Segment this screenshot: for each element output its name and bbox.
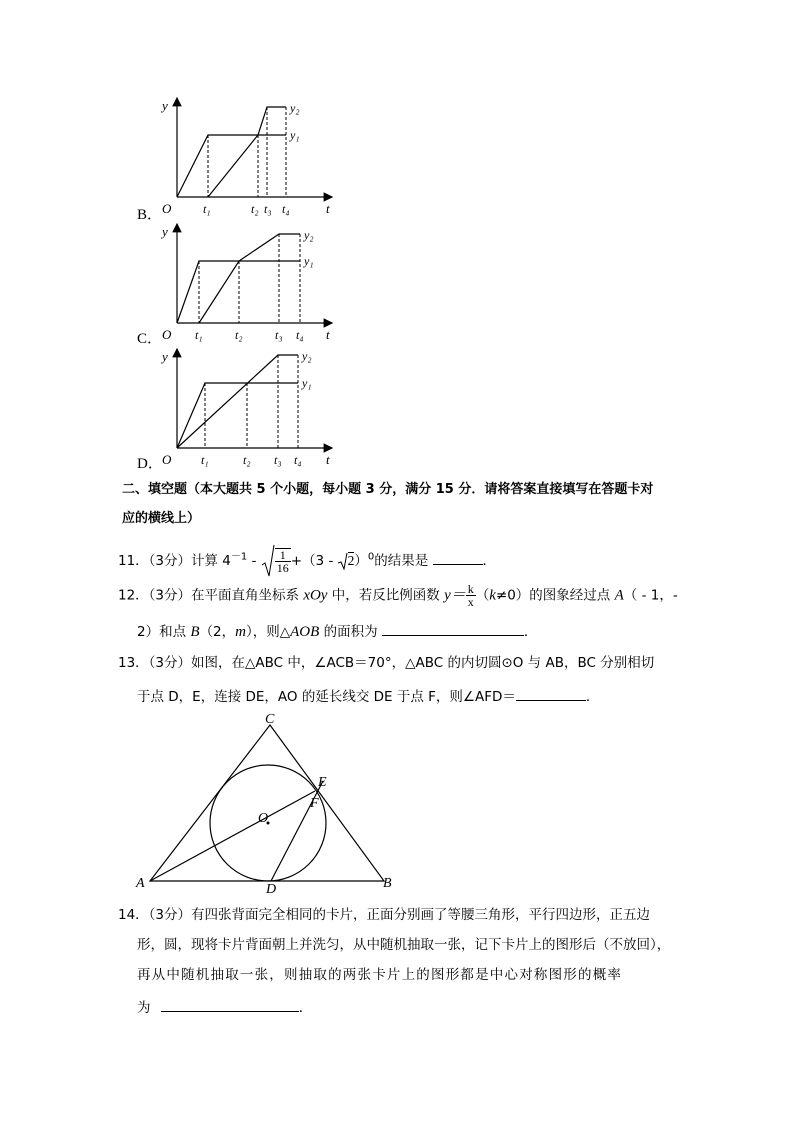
triangle-incircle-figure xyxy=(130,705,410,895)
tick-t3: t₃ xyxy=(275,328,283,342)
question-14-line4: 为 ． xyxy=(137,997,312,1018)
label-c: C xyxy=(265,712,275,727)
tick-t4: t₄ xyxy=(294,453,302,467)
origin-label: O xyxy=(162,327,172,342)
tick-t1: t₁ xyxy=(201,453,209,467)
series-label-y1: y₁ xyxy=(304,254,314,268)
label-o: O xyxy=(258,811,269,826)
option-d-graph xyxy=(150,343,350,473)
tick-t2: t₂ xyxy=(243,453,251,467)
x-axis-label: t xyxy=(326,327,330,342)
answer-blank-13[interactable] xyxy=(516,686,586,701)
x-axis-label: t xyxy=(326,201,330,216)
option-c-graph xyxy=(150,218,350,348)
label-d: D xyxy=(266,882,277,895)
y-axis-label: y xyxy=(162,224,168,239)
question-12-line1: 12．（3分）在平面直角坐标系 xOy 中，若反比例函数 y＝ $\frac{k}{x}$ （k≠0）的图象经过点 A（ - 1，- xyxy=(118,582,678,609)
series-y2 xyxy=(199,234,300,323)
question-13-line2: 于点 D，E，连接 DE，AO 的延长线交 DE 于点 F，则∠AFD＝ ． xyxy=(137,686,599,707)
line-ao-extended xyxy=(150,791,315,881)
series-label-y2: y₂ xyxy=(302,349,312,363)
series-y2 xyxy=(208,107,286,197)
section-heading-line1: 二、填空题（本大题共 5 个小题，每小题 3 分，满分 15 分．请将答案直接填写在答题卡对 xyxy=(122,482,654,497)
sqrt-fraction: $\frac{1}{16}$ xyxy=(261,543,291,579)
label-f: F xyxy=(310,796,319,811)
option-c-letter: C． xyxy=(137,331,163,347)
option-b-graph xyxy=(150,92,350,222)
question-14-line2: 形，圆，现将卡片背面朝上并洗匀，从中随机抽取一张，记下卡片上的图形后（不放回）， xyxy=(137,937,671,953)
answer-blank-14[interactable] xyxy=(161,997,299,1012)
y-axis-label: y xyxy=(162,349,168,364)
label-a: A xyxy=(136,876,145,891)
question-13-line1: 13．（3分）如图，在△ABC 中，∠ACB＝70°，△ABC 的内切圆⊙O 与 AB，BC 分别相切 xyxy=(118,655,655,671)
origin-label: O xyxy=(162,201,172,216)
label-b: B xyxy=(383,876,392,891)
series-label-y2: y₂ xyxy=(290,101,300,115)
tick-t1: t₁ xyxy=(195,328,203,342)
series-y2 xyxy=(177,355,298,448)
series-label-y1: y₁ xyxy=(302,376,312,390)
series-label-y2: y₂ xyxy=(304,228,314,242)
tick-t3: t₃ xyxy=(264,202,272,216)
answer-blank-11[interactable] xyxy=(433,550,483,565)
sqrt-2: 2 xyxy=(338,551,355,571)
series-label-y1: y₁ xyxy=(290,128,300,142)
tick-t2: t₂ xyxy=(251,202,259,216)
question-11: 11．（3分）计算 $4^{-1}$ - $\frac{1}{16}$ +（3 - 2）$^0$的结果是 ． xyxy=(118,543,496,579)
option-d-letter: D． xyxy=(137,456,163,472)
tick-t4: t₄ xyxy=(296,328,304,342)
origin-label: O xyxy=(162,452,172,467)
y-axis-label: y xyxy=(162,98,168,113)
question-12-line2: 2）和点 B（2，m），则△AOB 的面积为 ． xyxy=(137,621,537,642)
question-14-line3: 再从中随机抽取一张，则抽取的两张卡片上的图形都是中心对称图形的概率 xyxy=(137,967,623,983)
label-e: E xyxy=(318,775,327,790)
triangle-abc xyxy=(150,725,384,881)
series-y1 xyxy=(177,135,286,197)
tick-t4: t₄ xyxy=(282,202,290,216)
tick-t1: t₁ xyxy=(203,202,211,216)
question-14-line1: 14．（3分）有四张背面完全相同的卡片，正面分别画了等腰三角形，平行四边形，正五边 xyxy=(118,907,651,923)
x-axis-label: t xyxy=(326,452,330,467)
tick-t3: t₃ xyxy=(274,453,282,467)
answer-blank-12[interactable] xyxy=(382,621,524,636)
section-heading-line2: 应的横线上） xyxy=(122,511,201,526)
option-b-letter: B． xyxy=(137,207,163,223)
tick-t2: t₂ xyxy=(235,328,243,342)
